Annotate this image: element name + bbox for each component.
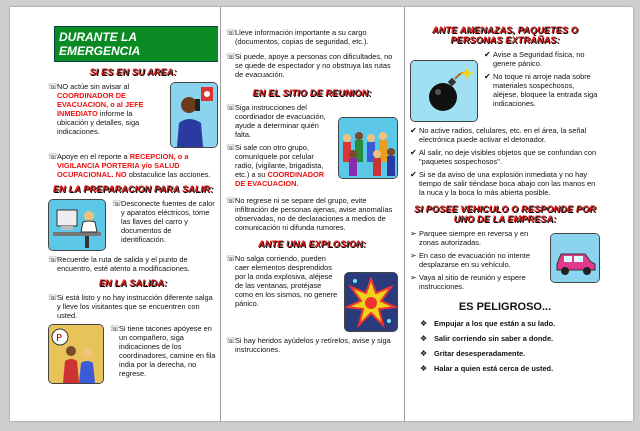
item-al-salir: ✔ Al salir, no deje visibles objetos que se confundan con "paquetes sospechosos". bbox=[410, 147, 597, 166]
item-desconecte: ☏ Desconecte fuentes de calor y aparatos eléctricos, tome las llaves del carro y documentos de identificación. bbox=[112, 198, 215, 244]
item-no-actue: ☏ NO actúe sin avisar al COORDINADOR DE EVACUACION, o al JEFE INMEDIATO informe la ubicación y detalles, siga indicaciones. bbox=[48, 81, 144, 136]
heading-amenazas: ANTE AMENAZAS, PAQUETES O PERSONAS EXTRAÑAS: bbox=[431, 25, 578, 45]
phone-bullet-icon: ☏ bbox=[48, 81, 59, 91]
item-explosion-inmediata: ✔ Si se da aviso de una explosión inmediata y no hay tiempo de salir tiéndase boca abajo con las manos en la nuca y la boca lo más abierta posible. bbox=[410, 169, 596, 197]
peligroso-title: ES PELIGROSO... bbox=[458, 300, 552, 313]
phone-bullet-icon: ☏ bbox=[226, 142, 237, 152]
fold-line-2 bbox=[404, 7, 405, 421]
item-heridos: ☏ Si hay heridos ayúdelos y retírelos, avise y siga instrucciones. bbox=[226, 335, 391, 354]
item-parquee: ➢ Parquee siempre en reversa y en zonas autorizadas. bbox=[410, 228, 529, 247]
arrow-bullet-icon: ➢ bbox=[410, 250, 417, 260]
item-tacones: ☏ Si tiene tacones apóyese en un compañero, siga indicaciones de los coordinadores, camine en fila india por la derecha, no regrese. bbox=[110, 323, 216, 378]
item-no-salga-corriendo: ☏ No salga corriendo, pueden caer elementos desprendidos por la onda explosiva, aléjese de las ventanas, protéjase como en los sismos, no genere pánico. bbox=[226, 253, 338, 308]
group-people-picture bbox=[338, 117, 398, 179]
item-avise-seguridad: ✔ Avise a Seguridad física, no genere pánico. bbox=[484, 49, 585, 68]
explosion-picture bbox=[344, 272, 398, 332]
column-2 bbox=[226, 7, 398, 421]
diamond-bullet-icon: ❖ bbox=[420, 348, 428, 358]
svg-text:P: P bbox=[56, 332, 63, 344]
check-icon: ✔ bbox=[410, 125, 417, 135]
phone-bullet-icon: ☏ bbox=[226, 335, 237, 345]
phone-bullet-icon: ☏ bbox=[110, 323, 121, 333]
heading-area: SI ES EN SU AREA: bbox=[89, 67, 177, 77]
check-icon: ✔ bbox=[410, 147, 417, 157]
item-recuerde: ☏ Recuerde la ruta de salida y el punto de encuentro, esté atento a modificaciones. bbox=[48, 254, 190, 273]
heading-reunion: EN EL SITIO DE REUNION: bbox=[252, 88, 372, 98]
peligro-item-3: ❖ Gritar desesperadamente. bbox=[420, 348, 526, 358]
phone-bullet-icon: ☏ bbox=[226, 195, 237, 205]
phone-person-picture bbox=[170, 82, 218, 148]
car-picture bbox=[550, 233, 600, 283]
phone-bullet-icon: ☏ bbox=[48, 292, 59, 302]
heading-salida: EN LA SALIDA: bbox=[98, 277, 168, 288]
item-otro-grupo: ☏ Si sale con otro grupo, comuníquele por celular radio, (vigilante, brigadista, etc.) a su COORDINADOR DE EVACUACION. bbox=[226, 142, 325, 188]
computer-worker-picture bbox=[48, 199, 106, 251]
exit-people-picture bbox=[48, 324, 104, 384]
bomb-picture bbox=[410, 60, 478, 122]
column-3 bbox=[410, 7, 600, 421]
phone-bullet-icon: ☏ bbox=[226, 28, 237, 37]
item-lleve-informacion: ☏ Lleve información importante a su cargo (documentos, copias de seguridad, etc.). bbox=[226, 28, 369, 46]
item-no-active-radios: ✔ No active radios, celulares, etc. en el área, la señal electrónica puede activar el detonador. bbox=[410, 125, 587, 144]
peligro-item-4: ❖ Halar a quien está cerca de usted. bbox=[420, 363, 554, 373]
item-si-esta-listo: ☏ Si está listo y no hay instrucción diferente salga y lleve los visitantes que se encuentren con usted. bbox=[48, 292, 213, 320]
item-no-desplazarse: ➢ En caso de evacuación no intente desplazarse en su vehículo. bbox=[410, 250, 530, 269]
diamond-bullet-icon: ❖ bbox=[420, 363, 428, 373]
peligro-item-2: ❖ Salir corriendo sin saber a donde. bbox=[420, 333, 554, 343]
check-icon: ✔ bbox=[484, 49, 491, 59]
heading-preparacion: EN LA PREPARACION PARA SALIR: bbox=[52, 183, 214, 194]
item-no-toque: ✔ No toque ni arroje nada sobre materiales sospechosos, aléjese, bloquee la entrada siga indicaciones. bbox=[484, 71, 598, 108]
arrow-bullet-icon: ➢ bbox=[410, 228, 417, 238]
arrow-bullet-icon: ➢ bbox=[410, 272, 417, 282]
diamond-bullet-icon: ❖ bbox=[420, 318, 428, 328]
item-si-puede: ☏ Si puede, apoye a personas con dificultades, no se quede de espectador y no obstruya las rutas de evacuación. bbox=[226, 52, 393, 79]
item-apoye: ☏ Apoye en el reporte a RECEPCION, o a VIGILANCIA PORTERIA y/o SALUD OCUPACIONAL. NO obstaculice las acciones. bbox=[48, 151, 211, 179]
check-icon: ✔ bbox=[484, 71, 491, 81]
fold-line-1 bbox=[220, 7, 221, 421]
phone-bullet-icon: ☏ bbox=[226, 52, 237, 61]
heading-vehiculo: SI POSEE VEHICULO O RESPONDE POR UNO DE LA EMPRESA: bbox=[414, 203, 596, 224]
phone-bullet-icon: ☏ bbox=[48, 151, 59, 161]
section-title: DURANTE LA EMERGENCIA bbox=[54, 26, 218, 62]
item-siga-instrucciones: ☏ Siga instrucciones del coordinador de evacuación, ayude a determinar quién falta. bbox=[226, 102, 326, 139]
item-no-regrese: ☏ No regrese ni se separe del grupo, evite infiltración de personas ajenas, avise anomalías observadas, no de declaraciones a medios de comunicación ni difunda rumores. bbox=[226, 195, 393, 232]
item-vaya-al-sitio: ➢ Vaya al sitio de reunión y espere instrucciones. bbox=[410, 272, 526, 291]
phone-bullet-icon: ☏ bbox=[112, 198, 123, 208]
column-1 bbox=[48, 7, 218, 421]
phone-bullet-icon: ☏ bbox=[226, 253, 237, 263]
check-icon: ✔ bbox=[410, 169, 417, 179]
phone-bullet-icon: ☏ bbox=[48, 254, 59, 264]
diamond-bullet-icon: ❖ bbox=[420, 333, 428, 343]
heading-explosion: ANTE UNA EXPLOSION: bbox=[258, 238, 366, 249]
peligro-item-1: ❖ Empujar a los que están a su lado. bbox=[420, 318, 556, 328]
phone-bullet-icon: ☏ bbox=[226, 102, 237, 112]
